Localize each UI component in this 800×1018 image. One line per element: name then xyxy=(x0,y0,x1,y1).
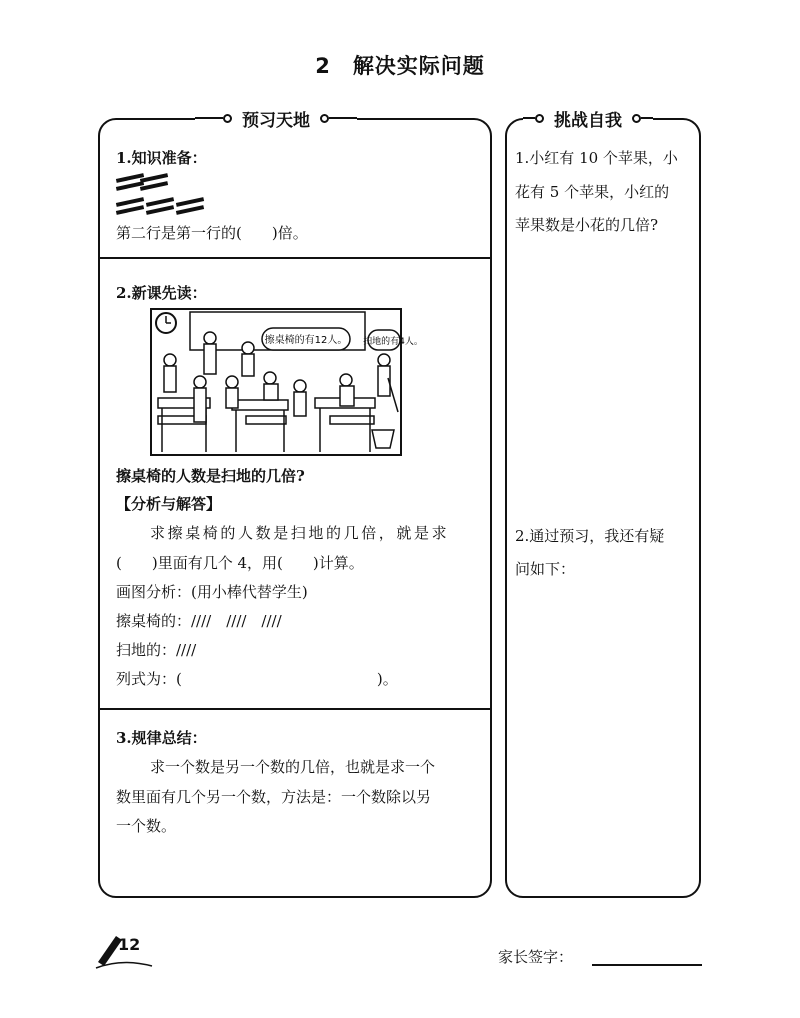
bubble-left-text: 擦桌椅的有12人。 xyxy=(264,335,348,346)
bucket xyxy=(372,430,394,448)
lesson-number: 2 xyxy=(315,54,331,78)
section1-heading: 1.知识准备： xyxy=(116,149,207,167)
challenge-q2-line-2: 问如下： xyxy=(515,560,576,578)
lesson-title: 解决实际问题 xyxy=(352,54,485,78)
stick xyxy=(146,197,174,207)
stick xyxy=(146,205,174,215)
page-title xyxy=(0,50,800,80)
stick xyxy=(116,197,144,207)
classroom-illustration xyxy=(150,308,423,456)
summary-line-1: 求一个数是另一个数的几倍，也就是求一个 xyxy=(150,758,436,776)
preview-tab-label: 预习天地 xyxy=(242,110,310,131)
stick xyxy=(176,197,204,207)
challenge-tab xyxy=(523,106,653,130)
analysis-line-3: 画图分析：(用小棒代替学生) xyxy=(116,583,308,601)
analysis-line-6: 列式为：( )。 xyxy=(116,670,398,688)
analysis-line-5: 扫地的：//// xyxy=(116,641,197,659)
analysis-line-1: 求擦桌椅的人数是扫地的几倍，就是求 xyxy=(150,524,450,542)
challenge-q1-line-1: 1.小红有 10 个苹果，小 xyxy=(515,149,678,167)
summary-line-2: 数里面有几个另一个数，方法是：一个数除以另 xyxy=(116,788,432,806)
analysis-heading: 【分析与解答】 xyxy=(116,495,222,513)
challenge-q2-line-1: 2.通过预习，我还有疑 xyxy=(515,527,665,545)
section-divider-2 xyxy=(98,708,492,710)
speech-bubble-left xyxy=(262,328,350,350)
challenge-q1-line-3: 苹果数是小花的几倍? xyxy=(515,216,659,234)
section1-question: 第二行是第一行的( )倍。 xyxy=(116,224,308,242)
signature-line[interactable] xyxy=(592,964,702,966)
parent-signature-label: 家长签字： xyxy=(498,948,574,966)
stick xyxy=(176,205,204,215)
section2-question: 擦桌椅的人数是扫地的几倍? xyxy=(116,467,305,485)
section-divider-1 xyxy=(98,257,492,259)
section3-heading: 3.规律总结： xyxy=(116,729,207,747)
challenge-tab-label: 挑战自我 xyxy=(554,110,622,131)
section2-heading: 2.新课先读： xyxy=(116,284,207,302)
page-number: 12 xyxy=(118,935,141,954)
bubble-right-text: 扫地的有4人。 xyxy=(363,337,423,347)
challenge-q1-line-2: 花有 5 个苹果，小红的 xyxy=(515,183,670,201)
analysis-line-4: 擦桌椅的：//// //// //// xyxy=(116,612,282,630)
sticks-row-1 xyxy=(116,173,168,191)
stick-rows-figure xyxy=(116,172,316,220)
summary-line-3: 一个数。 xyxy=(116,817,177,835)
stick xyxy=(116,205,144,215)
preview-tab xyxy=(195,106,357,130)
clock-icon xyxy=(156,313,176,333)
analysis-line-2: ( )里面有几个 4，用( )计算。 xyxy=(116,554,364,572)
sticks-row-2 xyxy=(116,197,204,215)
